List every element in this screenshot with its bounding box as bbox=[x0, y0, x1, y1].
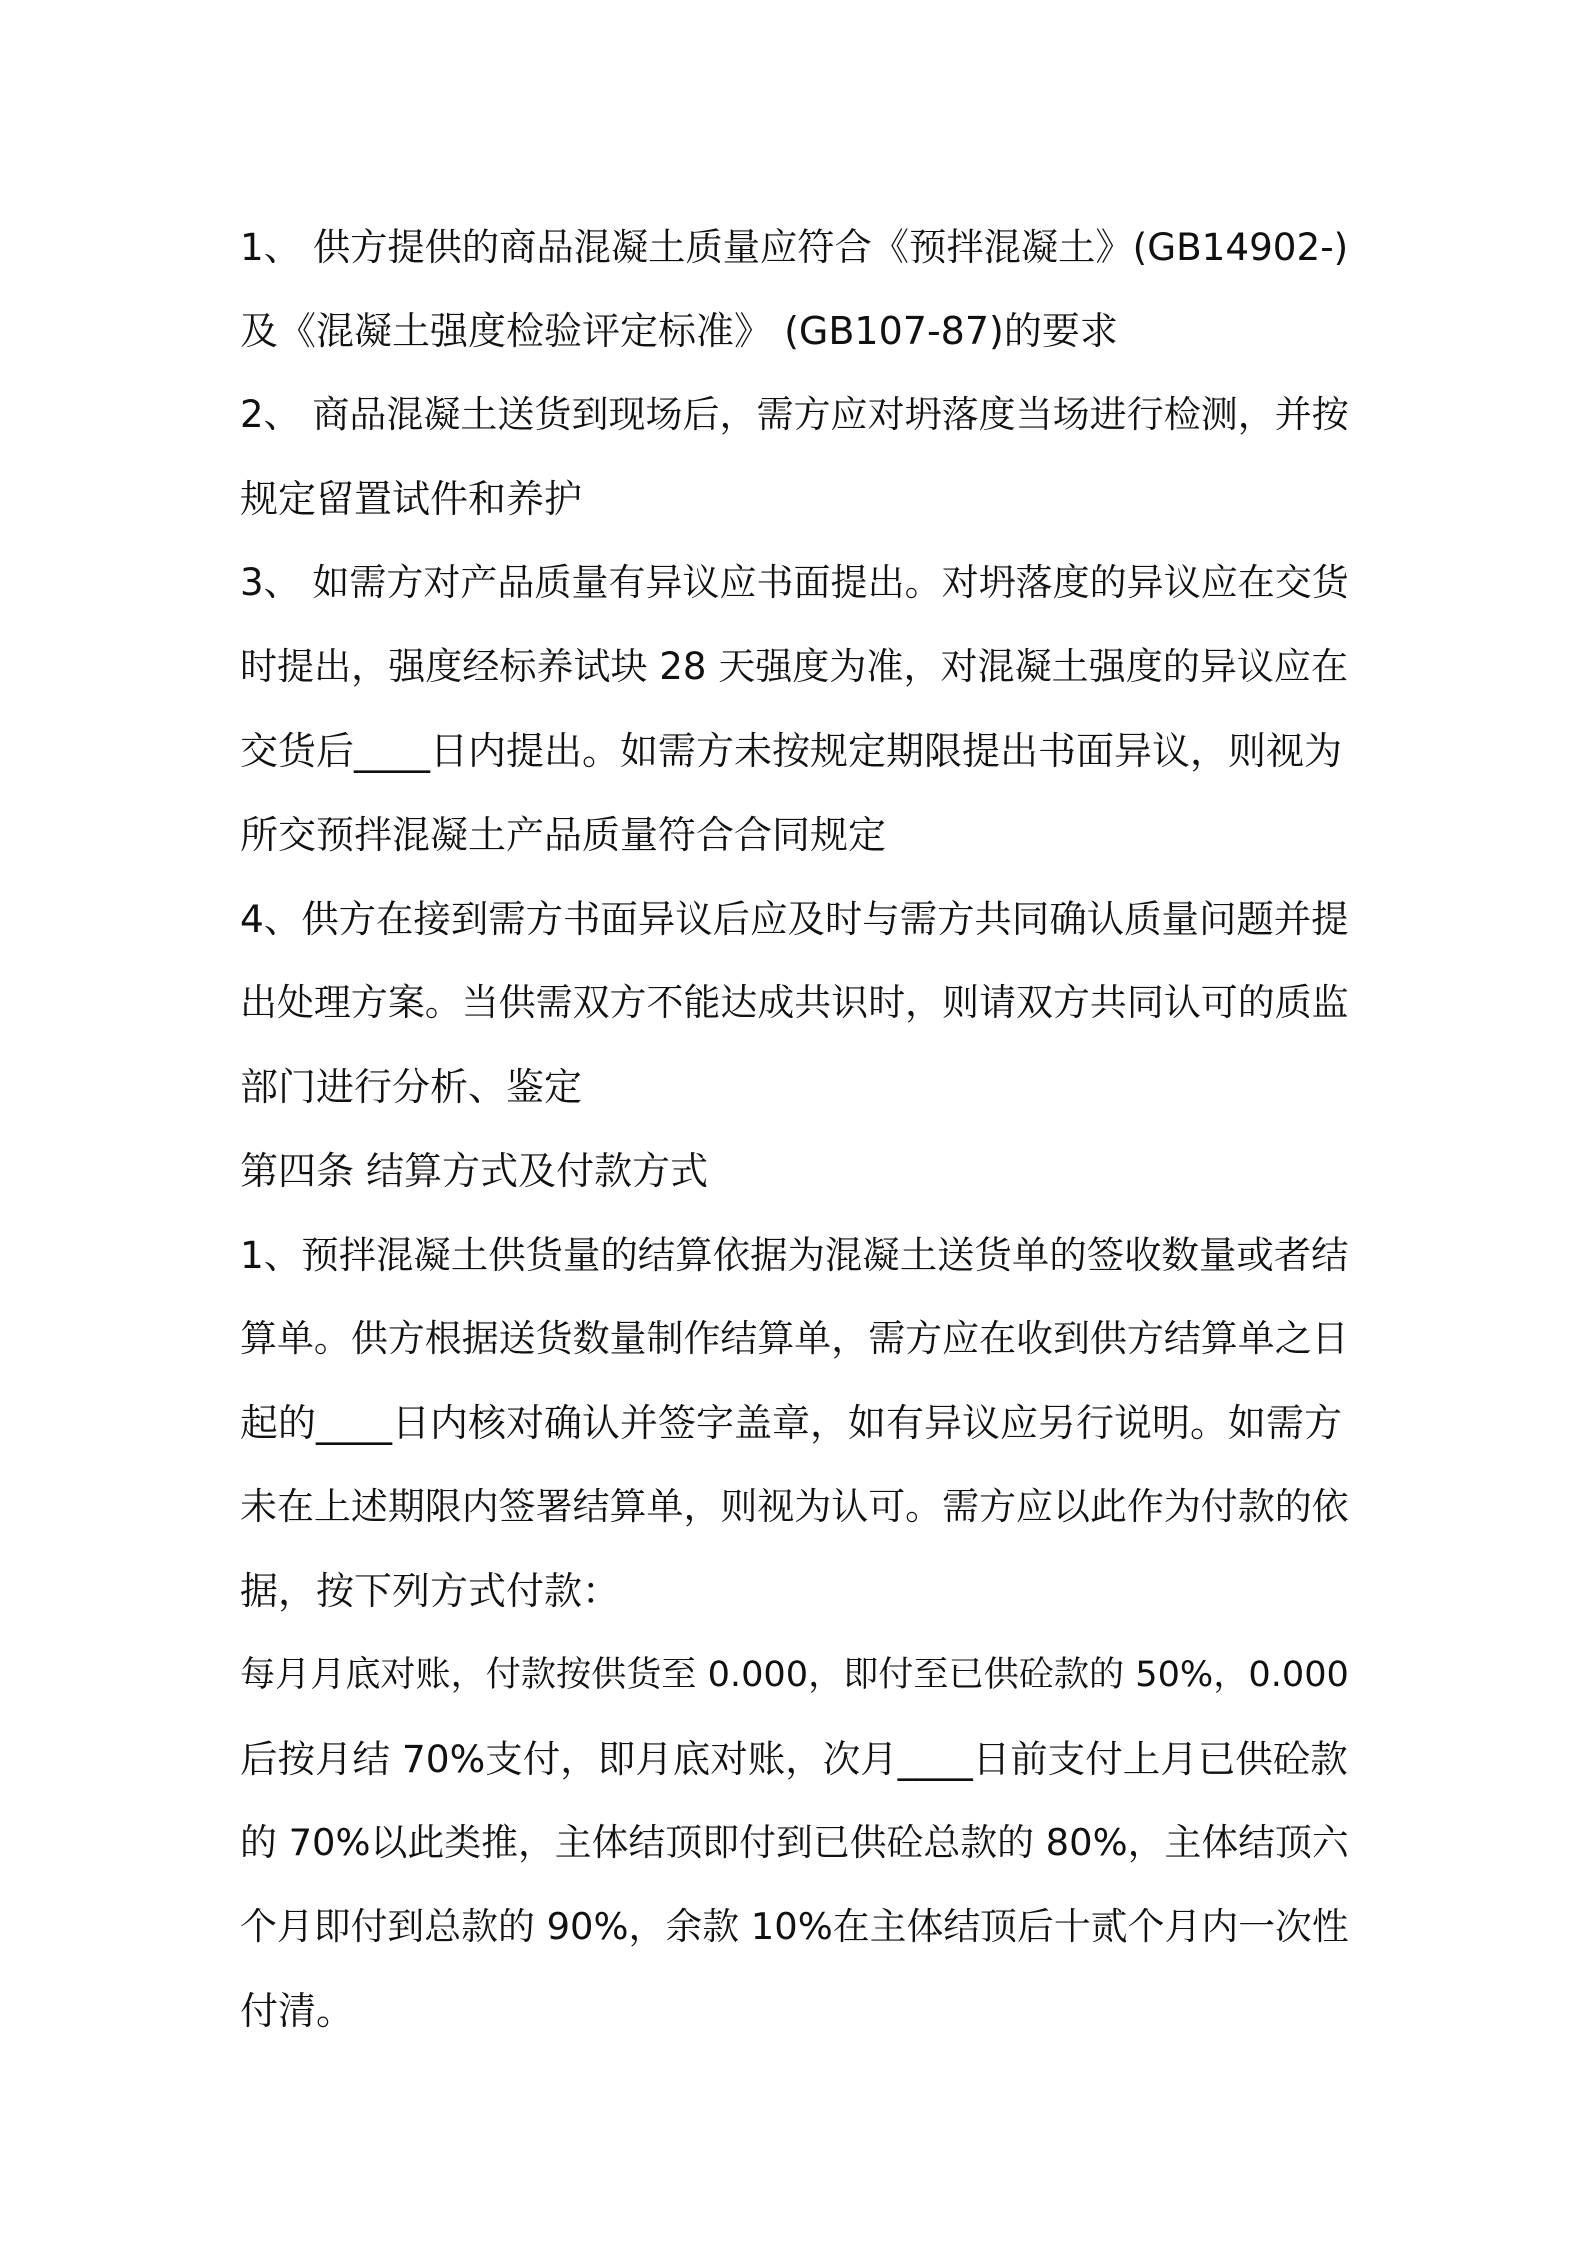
text-line-6: 时提出，强度经标养试块 28 天强度为准，对混凝土强度的异议应在 bbox=[240, 645, 1349, 688]
text-line-10: 出处理方案。当供需双方不能达成共识时，则请双方共同认可的质监 bbox=[240, 981, 1349, 1024]
text-line-22: 付清。 bbox=[240, 1989, 355, 2033]
text-line-2: 及《混凝土强度检验评定标准》 (GB107-87)的要求 bbox=[240, 309, 1118, 353]
text-line-17: 据，按下列方式付款： bbox=[240, 1569, 621, 1613]
text-line-14: 算单。供方根据送货数量制作结算单，需方应在收到供方结算单之日 bbox=[240, 1317, 1349, 1360]
text-line-4: 规定留置试件和养护 bbox=[240, 477, 583, 521]
text-line-9: 4、供方在接到需方书面异议后应及时与需方共同确认质量问题并提 bbox=[240, 897, 1349, 941]
text-line-21: 个月即付到总款的 90%，余款 10%在主体结顶后十贰个月内一次性 bbox=[240, 1905, 1349, 1948]
text-line-7: 交货后____日内提出。如需方未按规定期限提出书面异议，则视为 bbox=[240, 729, 1343, 773]
text-line-15: 起的____日内核对确认并签字盖章，如有异议应另行说明。如需方 bbox=[240, 1401, 1343, 1445]
section-heading: 第四条 结算方式及付款方式 bbox=[240, 1149, 709, 1193]
text-line-1: 1、 供方提供的商品混凝土质量应符合《预拌混凝土》(GB14902-) bbox=[240, 225, 1349, 269]
text-line-16: 未在上述期限内签署结算单，则视为认可。需方应以此作为付款的依 bbox=[240, 1485, 1349, 1528]
text-line-20: 的 70%以此类推，主体结顶即付到已供砼总款的 80%，主体结顶六 bbox=[240, 1821, 1349, 1864]
text-line-5: 3、 如需方对产品质量有异议应书面提出。对坍落度的异议应在交货 bbox=[240, 561, 1349, 604]
contract-text bbox=[240, 205, 1360, 2053]
text-line-11: 部门进行分析、鉴定 bbox=[240, 1065, 583, 1109]
text-line-13: 1、预拌混凝土供货量的结算依据为混凝土送货单的签收数量或者结 bbox=[240, 1233, 1349, 1277]
text-line-18: 每月月底对账，付款按供货至 0.000，即付至已供砼款的 50%，0.000 bbox=[240, 1654, 1349, 1695]
text-line-3: 2、 商品混凝土送货到现场后，需方应对坍落度当场进行检测，并按 bbox=[240, 393, 1349, 436]
text-line-19: 后按月结 70%支付，即月底对账，次月____日前支付上月已供砼款 bbox=[240, 1737, 1348, 1781]
text-line-8: 所交预拌混凝土产品质量符合合同规定 bbox=[240, 813, 887, 857]
